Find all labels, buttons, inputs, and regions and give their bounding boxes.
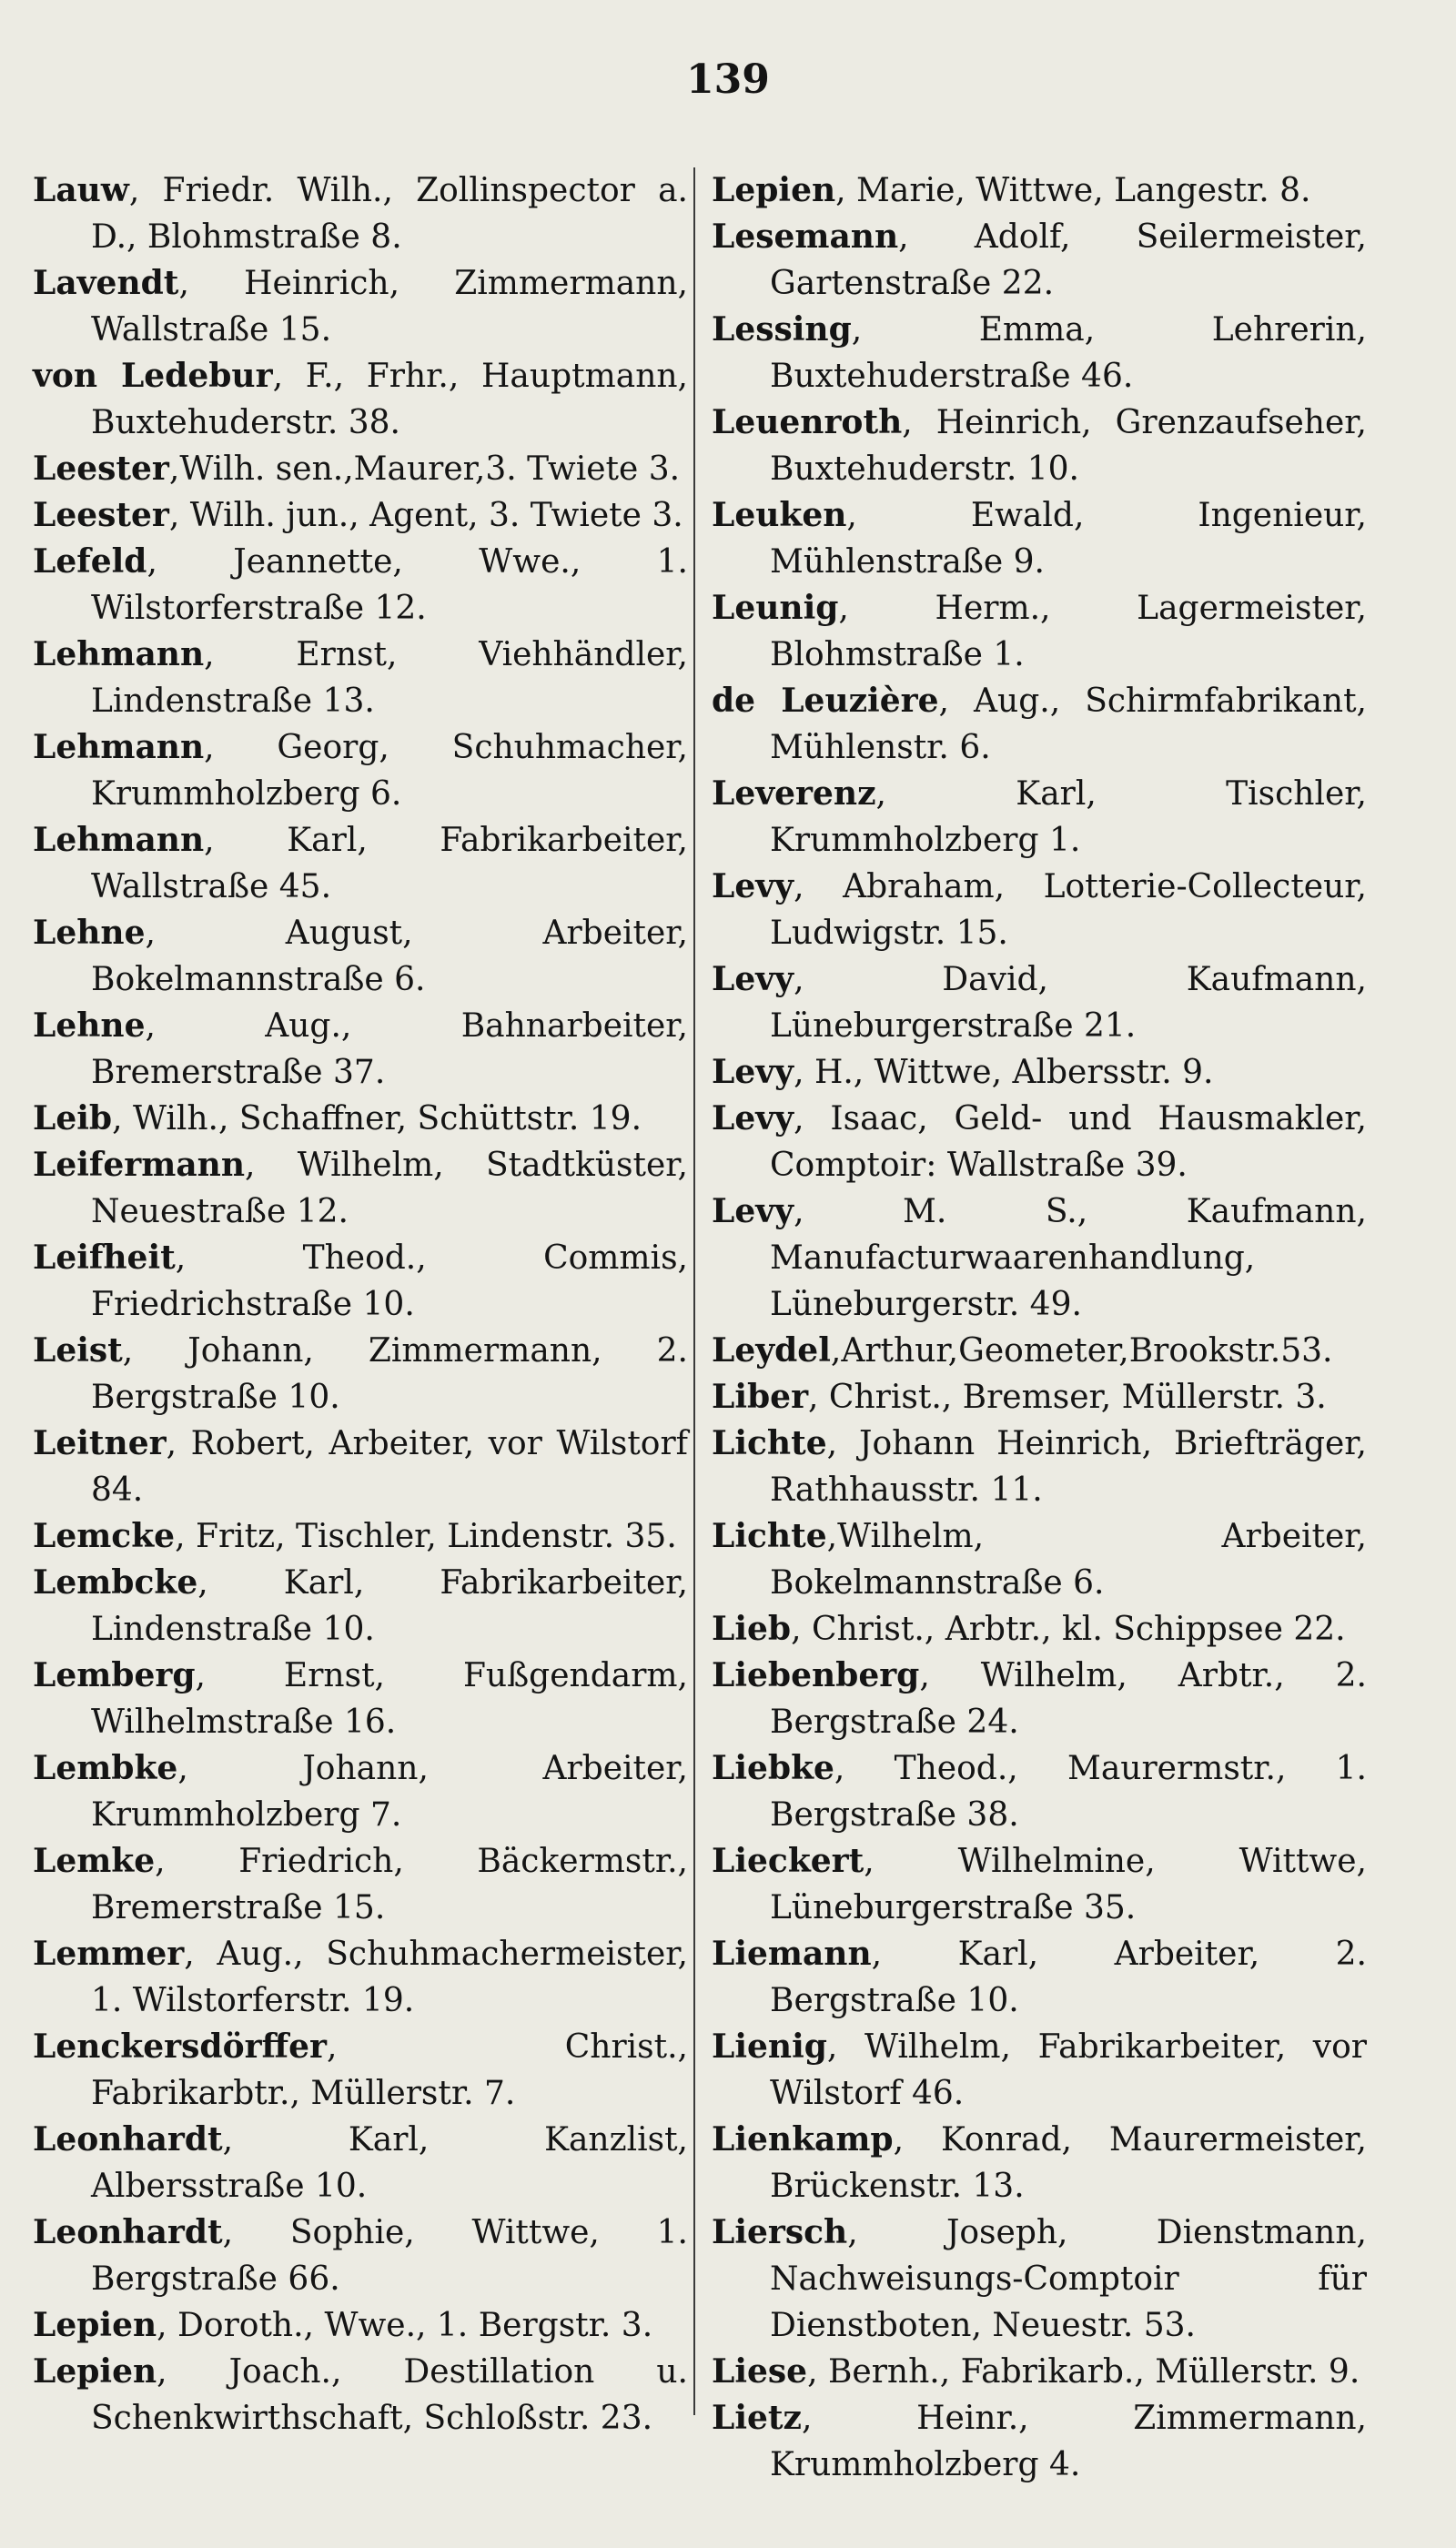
entry-name: Leydel (712, 1331, 831, 1370)
entry-details: , Aug., Schirmfabrikant, Mühlenstr. 6. (770, 682, 1367, 766)
entry-name: Lemberg (33, 1656, 196, 1694)
directory-entry (712, 1653, 1367, 1745)
column-divider (693, 167, 695, 2415)
entry-name: Leifheit (33, 1239, 176, 1277)
entry-name: Leester (33, 496, 169, 534)
directory-entry (712, 1421, 1367, 1513)
entry-details: , Georg, Schuhmacher, Krummholzberg 6. (91, 729, 688, 813)
directory-entry (712, 1931, 1367, 2024)
entry-name: Lesemann (712, 217, 899, 256)
entry-details: , Aug., Schuhmachermeister, 1. Wilstorferstr. 19. (91, 1936, 688, 2019)
entry-details: , Wilh. jun., Agent, 3. Twiete 3. (168, 497, 683, 534)
entry-details: , Jeannette, Wwe., 1. Wilstorferstraße 12. (91, 543, 688, 627)
entry-details: , Friedrich, Bäckermstr., Bremerstraße 15. (91, 1843, 688, 1926)
directory-entry (712, 585, 1367, 678)
entry-details: , Wilhelm, Stadtküster, Neuestraße 12. (91, 1147, 688, 1230)
entry-name: Lichte (712, 1517, 827, 1555)
entry-name: Levy (712, 1099, 794, 1138)
directory-entry (33, 2117, 688, 2209)
directory-entry (33, 2024, 688, 2117)
entry-name: Lepien (33, 2352, 157, 2391)
entry-name: Lehne (33, 914, 146, 952)
directory-entry (712, 2395, 1367, 2488)
entry-name: Lemcke (33, 1517, 176, 1555)
directory-entry (33, 167, 688, 260)
entry-details: , Emma, Lehrerin, Buxtehuderstraße 46. (770, 311, 1367, 395)
entry-name: Liersch (712, 2213, 848, 2251)
entry-details: , Karl, Arbeiter, 2. Bergstraße 10. (770, 1936, 1367, 2019)
entry-name: Leitner (33, 1424, 167, 1462)
entry-name: Leverenz (712, 774, 876, 813)
entry-details: , Joseph, Dienstmann, Nachweisungs-Comptoir für Dienstboten, Neuestr. 53. (770, 2214, 1367, 2344)
entry-details: , Heinrich, Zimmermann, Wallstraße 15. (91, 265, 688, 349)
entry-name: Lavendt (33, 264, 179, 302)
entry-details: , Konrad, Maurermeister, Brückenstr. 13. (770, 2121, 1367, 2205)
entry-name: von Ledebur (33, 357, 273, 395)
entry-name: Lehmann (33, 635, 205, 673)
entry-name: Lehne (33, 1006, 146, 1045)
entry-details: , Wilhelm, Fabrikarbeiter, vor Wilstorf 46. (770, 2028, 1367, 2112)
directory-entry (33, 539, 688, 632)
entry-details: , Doroth., Wwe., 1. Bergstr. 3. (157, 2307, 653, 2344)
directory-entry (712, 1838, 1367, 1931)
entry-details: , Karl, Fabrikarbeiter, Wallstraße 45. (91, 822, 688, 905)
directory-entry (712, 956, 1367, 1049)
entry-details: ,Wilh. sen.,Maurer,3. Twiete 3. (168, 450, 681, 488)
entry-details: ,Arthur,Geometer,Brookstr.53. (830, 1332, 1333, 1370)
entry-name: Leonhardt (33, 2213, 223, 2251)
entry-details: , F., Frhr., Hauptmann, Buxtehuderstr. 38. (91, 358, 689, 441)
entry-name: Levy (712, 867, 794, 905)
directory-entry (712, 307, 1367, 399)
entry-details: , Heinrich, Grenzaufseher, Buxtehuderstr. 10. (770, 404, 1367, 488)
page-number: 139 (686, 56, 770, 103)
entry-details: , Johann, Zimmermann, 2. Bergstraße 10. (91, 1332, 688, 1416)
entry-name: Liemann (712, 1935, 872, 1973)
entry-details: , Joach., Destillation u. Schenkwirthschaft, Schloßstr. 23. (91, 2353, 688, 2437)
entry-name: Leunig (712, 589, 839, 627)
directory-entry (712, 1745, 1367, 1838)
entry-name: Lienig (712, 2027, 827, 2066)
directory-entry (712, 1096, 1367, 1188)
entry-name: Lauw (33, 171, 129, 209)
entry-details: , Isaac, Geld- und Hausmakler, Comptoir: Wallstraße 39. (770, 1100, 1367, 1184)
entry-details: , Christ., Arbtr., kl. Schippsee 22. (791, 1611, 1346, 1648)
entry-details: , Karl, Kanzlist, Albersstraße 10. (91, 2121, 688, 2205)
entry-details: , Theod., Commis, Friedrichstraße 10. (91, 1239, 688, 1323)
entry-name: Leist (33, 1331, 123, 1370)
directory-entry (712, 2024, 1367, 2117)
entry-details: , Wilhelmine, Wittwe, Lüneburgerstraße 35. (770, 1843, 1367, 1926)
entry-name: Lichte (712, 1424, 827, 1462)
entry-name: Lembcke (33, 1563, 198, 1602)
directory-entry (33, 1003, 688, 1096)
entry-details: , Christ., Bremser, Müllerstr. 3. (808, 1379, 1327, 1416)
directory-entry (712, 1049, 1367, 1096)
directory-entry (712, 678, 1367, 771)
entry-details: , Ewald, Ingenieur, Mühlenstraße 9. (770, 497, 1367, 581)
directory-entry (33, 2302, 688, 2349)
entry-name: Lepien (33, 2306, 157, 2344)
entry-name: Liebke (712, 1749, 834, 1787)
entry-details: , Heinr., Zimmermann, Krummholzberg 4. (770, 2400, 1367, 2483)
directory-entry (712, 1188, 1367, 1328)
entry-name: Levy (712, 1053, 794, 1091)
entry-details: , August, Arbeiter, Bokelmannstraße 6. (91, 915, 688, 998)
directory-entry (33, 2209, 688, 2302)
entry-details: , Wilhelm, Arbtr., 2. Bergstraße 24. (770, 1657, 1367, 1741)
entry-details: , Karl, Fabrikarbeiter, Lindenstraße 10. (91, 1564, 688, 1648)
entry-details: , Robert, Arbeiter, vor Wilstorf 84. (91, 1425, 688, 1509)
directory-entry (712, 167, 1367, 214)
entry-details: , Ernst, Fußgendarm, Wilhelmstraße 16. (91, 1657, 688, 1741)
entry-name: Leester (33, 450, 169, 488)
entry-name: Lemmer (33, 1935, 185, 1973)
entry-name: de Leuzière (712, 682, 939, 720)
directory-entry (712, 1328, 1367, 1374)
entry-details: , Wilh., Schaffner, Schüttstr. 19. (112, 1100, 642, 1138)
entry-details: , Sophie, Wittwe, 1. Bergstraße 66. (91, 2214, 688, 2298)
entry-name: Leib (33, 1099, 113, 1138)
entry-name: Lietz (712, 2399, 802, 2437)
directory-entry (33, 2349, 688, 2442)
entry-details: , Theod., Maurermstr., 1. Bergstraße 38. (770, 1750, 1367, 1834)
directory-entry (712, 1374, 1367, 1421)
directory-entry (33, 1142, 688, 1235)
directory-entry (712, 214, 1367, 307)
directory-entry (33, 1560, 688, 1653)
directory-entry (712, 1606, 1367, 1653)
directory-entry (712, 864, 1367, 956)
directory-entry (33, 724, 688, 817)
directory-entry (33, 353, 688, 446)
entry-name: Lehmann (33, 728, 205, 766)
directory-entry (33, 817, 688, 910)
directory-entry (712, 492, 1367, 585)
directory-entry (712, 2117, 1367, 2209)
entry-details: , David, Kaufmann, Lüneburgerstraße 21. (770, 961, 1367, 1045)
entry-details: , M. S., Kaufmann, Manufacturwaarenhandlung, Lüneburgerstr. 49. (770, 1193, 1367, 1323)
directory-entry (33, 1838, 688, 1931)
entry-details: , Ernst, Viehhändler, Lindenstraße 13. (91, 636, 688, 720)
entry-name: Levy (712, 1192, 794, 1230)
entry-details: , Friedr. Wilh., Zollinspector a. D., Blohmstraße 8. (91, 172, 688, 256)
right-column (712, 167, 1367, 2488)
directory-entry (712, 1513, 1367, 1606)
entry-name: Lieb (712, 1610, 792, 1648)
directory-entry (33, 492, 688, 539)
entry-name: Lehmann (33, 821, 205, 859)
entry-details: , Abraham, Lotterie-Collecteur, Ludwigstr. 15. (770, 868, 1367, 952)
entry-details: , Johann Heinrich, Briefträger, Rathhausstr. 11. (770, 1425, 1367, 1509)
entry-name: Levy (712, 960, 794, 998)
entry-name: Lepien (712, 171, 836, 209)
directory-entry (33, 1931, 688, 2024)
entry-details: , Herm., Lagermeister, Blohmstraße 1. (770, 590, 1367, 673)
entry-name: Liber (712, 1378, 809, 1416)
entry-details: , H., Wittwe, Albersstr. 9. (794, 1054, 1214, 1091)
left-column (33, 167, 688, 2442)
entry-name: Lemke (33, 1842, 156, 1880)
entry-name: Lenckersdörffer (33, 2027, 327, 2066)
directory-entry (33, 1745, 688, 1838)
entry-details: , Marie, Wittwe, Langestr. 8. (835, 172, 1311, 209)
directory-entry (33, 632, 688, 724)
directory-entry (712, 2349, 1367, 2395)
entry-name: Liebenberg (712, 1656, 920, 1694)
entry-name: Leonhardt (33, 2120, 223, 2159)
entry-details: , Fritz, Tischler, Lindenstr. 35. (175, 1518, 677, 1555)
directory-entry (712, 2209, 1367, 2349)
directory-entry (33, 1421, 688, 1513)
entry-name: Leifermann (33, 1146, 246, 1184)
entry-details: , Aug., Bahnarbeiter, Bremerstraße 37. (91, 1007, 688, 1091)
directory-entry (33, 1096, 688, 1142)
directory-entry (33, 1328, 688, 1421)
entry-details: , Johann, Arbeiter, Krummholzberg 7. (91, 1750, 688, 1834)
entry-name: Leuken (712, 496, 847, 534)
directory-entry (33, 910, 688, 1003)
directory-entry (712, 399, 1367, 492)
entry-details: , Adolf, Seilermeister, Gartenstraße 22. (770, 218, 1367, 302)
directory-entry (712, 771, 1367, 864)
directory-entry (33, 446, 688, 492)
entry-name: Lieckert (712, 1842, 864, 1880)
entry-name: Lefeld (33, 542, 147, 581)
directory-entry (33, 1513, 688, 1560)
directory-entry (33, 260, 688, 353)
entry-details: ,Wilhelm, Arbeiter, Bokelmannstraße 6. (770, 1518, 1367, 1602)
entry-name: Lembke (33, 1749, 178, 1787)
entry-details: , Bernh., Fabrikarb., Müllerstr. 9. (807, 2353, 1360, 2391)
entry-name: Lessing (712, 310, 852, 349)
directory-entry (33, 1653, 688, 1745)
entry-details: , Karl, Tischler, Krummholzberg 1. (770, 775, 1367, 859)
directory-entry (33, 1235, 688, 1328)
entry-name: Leuenroth (712, 403, 903, 441)
entry-details: , Christ., Fabrikarbtr., Müllerstr. 7. (91, 2028, 688, 2112)
entry-name: Liese (712, 2352, 808, 2391)
entry-name: Lienkamp (712, 2120, 894, 2159)
